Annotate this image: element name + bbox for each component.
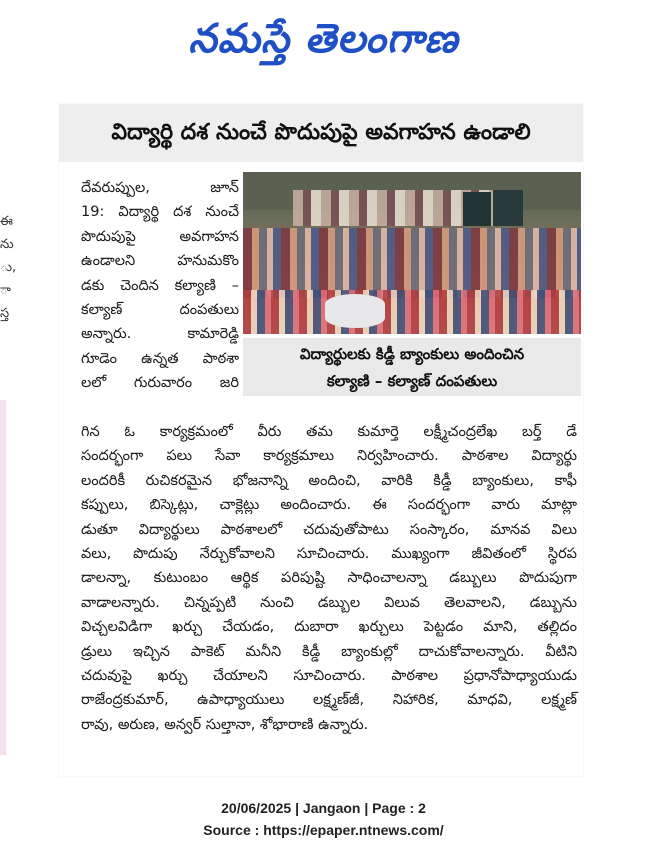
text-line: వాడాలన్నారు. చిన్నప్పటి నుంచి డబ్బుల విలువ తెలవాలని, డబ్బును xyxy=(81,594,577,611)
adjacent-article-fragment xyxy=(0,210,17,325)
text-line: డాలన్నా, కుటుంబం ఆర్థిక పరిపుష్టి సాధించాలన్నా డబ్బులు పొదుపుగా xyxy=(81,570,577,587)
text-line: విచ్చలవిడిగా ఖర్చు చేయడం, దుబారా ఖర్చులు పెట్టడం మాని, తల్లిదం xyxy=(81,619,577,636)
photo-cake xyxy=(325,294,385,328)
photo-students xyxy=(243,228,581,298)
text-line: కప్పులు, బిస్కెట్లు, చాక్లెట్లు అందించారు. ఈ సందర్భంగా వారు మాట్లా xyxy=(81,497,577,514)
text-line: ఉండాలని హనుమకొం xyxy=(81,253,239,270)
article-photo xyxy=(243,172,581,334)
text-line: పొదుపుపై అవగాహన xyxy=(81,228,239,245)
photo-students-front xyxy=(243,290,581,334)
text-line: దేవరుప్పుల, జూన్ xyxy=(81,180,239,196)
text-line: వలు, పొదుపు నేర్చుకోవాలని సూచించారు. ముఖ్యంగా జీవితంలో స్థిరప xyxy=(81,546,577,563)
text-line: 19: విద్యార్థి దశ నుంచే xyxy=(81,204,239,221)
text-line: డ్రులు ఇచ్చిన పాకెట్ మనీని కిడ్డీ బ్యాంకుల్లో దాచుకోవాలన్నారు. వీటిని xyxy=(81,643,577,660)
footer-source-line: Source : https://epaper.ntnews.com/ xyxy=(203,822,444,838)
adjacent-article-bar xyxy=(0,400,6,755)
caption-line: విద్యార్థులకు కిడ్డీ బ్యాంకులు అందించిన xyxy=(299,345,525,363)
footer-date-line: 20/06/2025 | Jangaon | Page : 2 xyxy=(221,800,426,816)
article-intro-column xyxy=(81,176,239,396)
text-line: లందరికీ రుచికరమైన భోజనాన్ని అందించి, వారికి కిడ్డీ బ్యాంకులు, కాఫీ xyxy=(81,472,577,489)
fragment-line: ా xyxy=(0,283,11,298)
text-line: కల్యాణ్ దంపతులు xyxy=(81,302,239,319)
fragment-line: ను xyxy=(0,237,14,252)
newspaper-masthead: నమస్తే తెలంగాణ xyxy=(188,16,459,62)
text-line: డుతూ విద్యార్థులు పాఠశాలలో చదువుతోపాటు సంస్కారం, మానవ విలు xyxy=(81,521,577,538)
text-line: డకు చెందిన కల్యాణి – xyxy=(81,277,239,294)
article-clipping xyxy=(59,104,583,776)
text-line: సందర్భంగా పలు సేవా కార్యక్రమాలు నిర్వహించారు. పాఠశాల విద్యార్థు xyxy=(81,448,577,465)
photo-banner xyxy=(493,190,523,226)
article-headline: విద్యార్థి దశ నుంచే పొదుపుపై అవగాహన ఉండాలి xyxy=(59,104,583,162)
text-line: గూడెం ఉన్నత పాఠశా xyxy=(81,350,239,367)
text-line: అన్నారు. కామారెడ్డి xyxy=(81,326,239,343)
photo-banner xyxy=(463,192,491,226)
text-line: రావు, అరుణ, అన్వర్ సుల్తానా, శోభారాణి ఉన్నారు. xyxy=(81,716,369,733)
photo-caption xyxy=(243,338,581,396)
article-body xyxy=(81,420,577,737)
caption-line: కల్యాణి – కల్యాణ్ దంపతులు xyxy=(326,372,498,390)
fragment-line: ు, xyxy=(0,260,17,275)
text-line: చదువుపై ఖర్చు చేయాలని సూచించారు. పాఠశాల ప్రధానోపాధ్యాయుడు xyxy=(81,668,577,685)
fragment-line: స్త xyxy=(0,306,10,321)
fragment-line: ఈ xyxy=(0,214,13,229)
text-line: లలో గురువారం జరి xyxy=(81,375,239,392)
text-line: రాజేంద్రకుమార్, ఉపాధ్యాయులు లక్ష్మణ్‌జీ, నిహారిక, మాధవి, లక్ష్మణ్ xyxy=(81,692,577,709)
text-line: గిన ఓ కార్యక్రమంలో వీరు తమ కుమార్తె లక్ష్మీచంద్రలేఖ బర్త్ డే xyxy=(81,424,577,440)
